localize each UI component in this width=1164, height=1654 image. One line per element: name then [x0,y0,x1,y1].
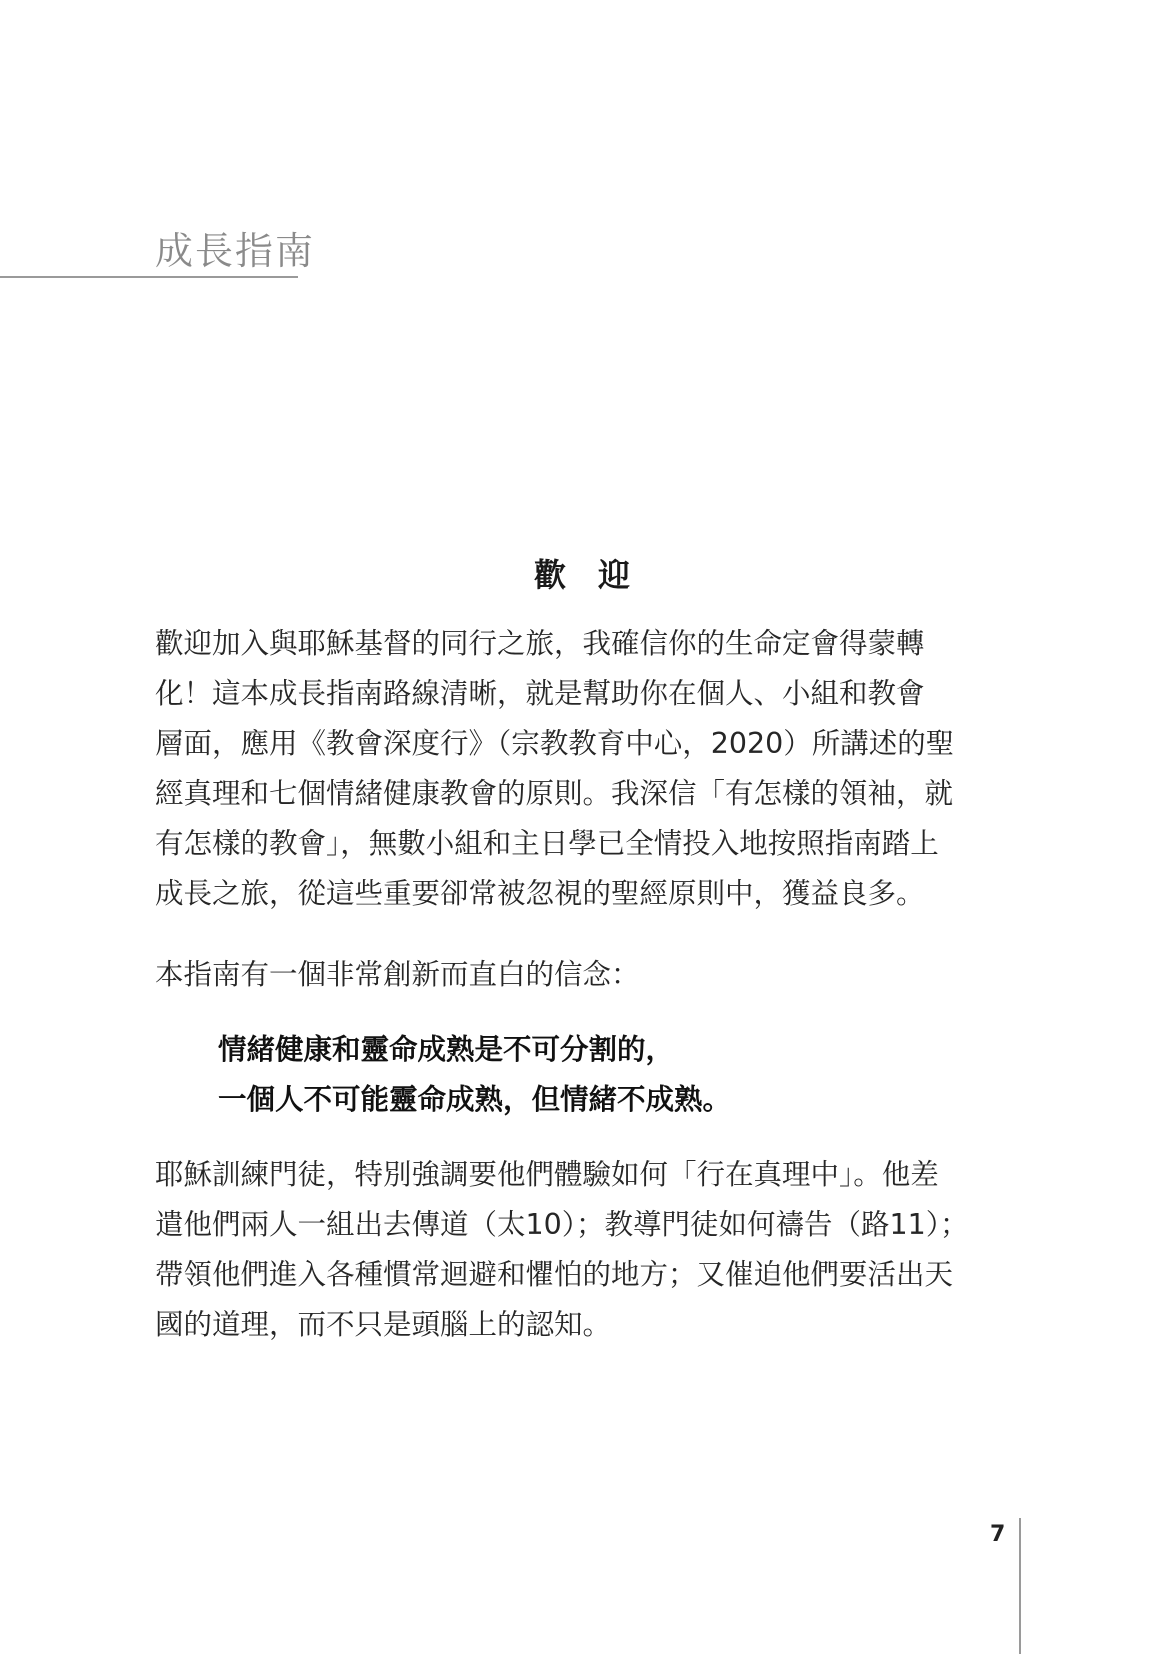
paragraph-line: 成長之旅，從這些重要卻常被忽視的聖經原則中，獲益良多。 [155,877,925,910]
belief-statement [218,1025,978,1125]
jesus-training-paragraph [155,1150,1015,1350]
page-number: 7 [990,1522,1006,1547]
paragraph-line: 耶穌訓練門徒，特別強調要他們體驗如何「行在真理中」。他差 [155,1158,939,1191]
paragraph-line: 帶領他們進入各種慣常迴避和懼怕的地方；又催迫他們要活出天 [155,1258,954,1291]
running-header: 成長指南 [155,229,316,273]
section-title: 歡 迎 [533,556,630,594]
paragraph-line: 遣他們兩人一組出去傳道（太10）；教導門徒如何禱告（路11）； [155,1208,969,1241]
paragraph-line: 歡迎加入與耶穌基督的同行之旅，我確信你的生命定會得蒙轉 [155,627,925,660]
paragraph-line: 化！這本成長指南路線清晰，就是幫助你在個人、小組和教會 [155,677,925,710]
paragraph-line: 層面，應用《教會深度行》（宗教教育中心，2020）所講述的聖 [155,727,955,760]
emphasis-line: 情緒健康和靈命成熟是不可分割的， [218,1033,675,1066]
emphasis-line: 一個人不可能靈命成熟，但情緒不成熟。 [218,1083,732,1116]
paragraph-line: 本指南有一個非常創新而直白的信念： [155,958,640,991]
margin-divider [1019,1518,1021,1654]
paragraph-line: 經真理和七個情緒健康教會的原則。我深信「有怎樣的領袖，就 [155,777,954,810]
belief-paragraph [155,950,1015,1000]
paragraph-line: 國的道理，而不只是頭腦上的認知。 [155,1308,612,1341]
paragraph-line: 有怎樣的教會」，無數小組和主日學已全情投入地按照指南踏上 [155,827,939,860]
intro-paragraph [155,619,1015,919]
header-divider [0,276,298,278]
